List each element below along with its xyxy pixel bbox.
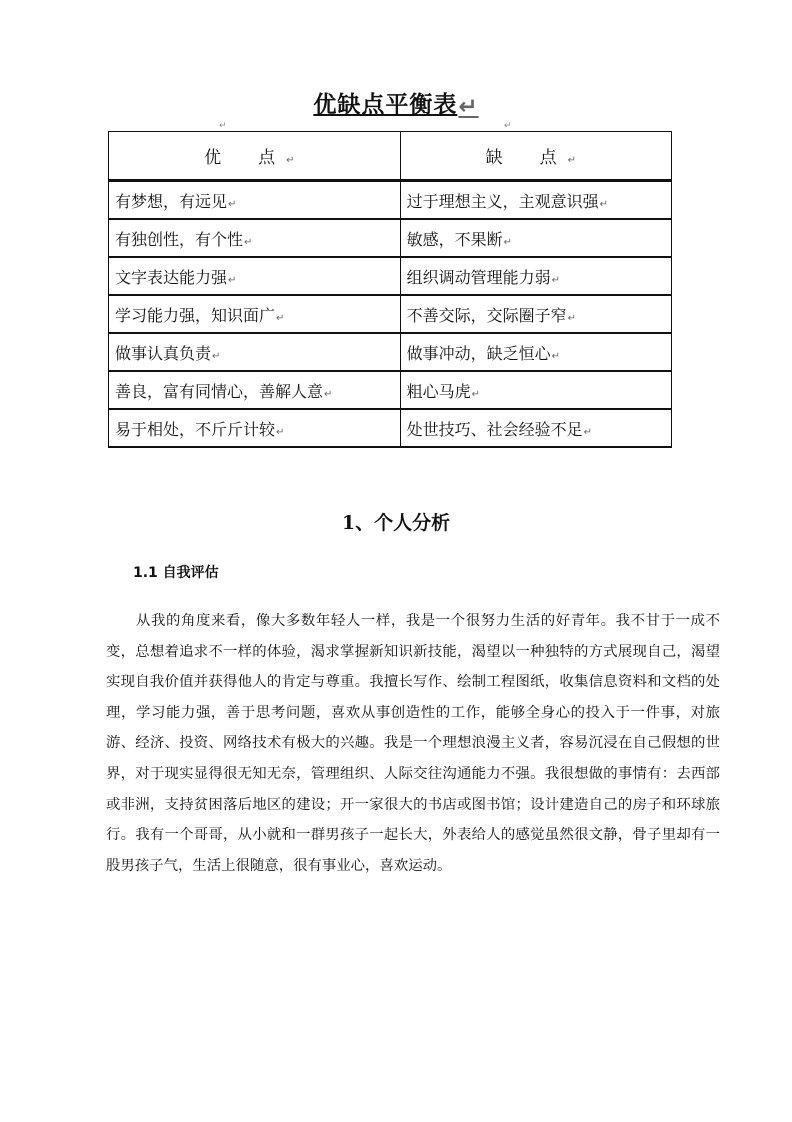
paragraph-mark-icon: ↵ (286, 155, 305, 166)
con-cell: 组织调动管理能力弱↵ (400, 257, 671, 295)
table-row (109, 371, 672, 409)
subsection-heading: 1.1 自我评估 (133, 565, 219, 581)
paragraph-mark-icon: ↵ (599, 198, 609, 210)
pros-cons-table-container (108, 131, 672, 448)
table-row (109, 409, 672, 447)
paragraph-mark-icon: ↵ (503, 236, 513, 248)
paragraph-mark-icon: ↵ (471, 388, 481, 400)
pro-cell: 易于相处，不斤斤计较↵ (109, 409, 401, 447)
pro-cell: 有梦想，有远见↵ (109, 181, 401, 220)
con-cell: 做事冲动，缺乏恒心↵ (400, 333, 671, 371)
self-assessment-paragraph: 从我的角度来看，像大多数年轻人一样，我是一个很努力生活的好青年。我不甘于一成不变，总想着追求不一样的体验，渴求掌握新知识新技能，渴望以一种独特的方式展现自己，渴望实现自我价值并获得他人的肯定与尊重。我擅长写作、绘制工程图纸，收集信息资料和文档的处理，学习能力强，善于思考问题，喜欢从事创造性的工作，能够全身心的投入于一件事，对旅游、经济、投资、网络技术有极大的兴趣。我是一个理想浪漫主义者，容易沉浸在自己假想的世界，对于现实显得很无知无奈，管理组织、人际交往沟通能力不强。我很想做的事情有：去西部或非洲，支持贫困落后地区的建设；开一家很大的书店或图书馆；设计建造自己的房子和环球旅行。我有一个哥哥，从小就和一群男孩子一起长大，外表给人的感觉虽然很文静，骨子里却有一股男孩子气，生活上很随意，很有事业心，喜欢运动。 (106, 613, 720, 874)
paragraph-mark-icon: ↵ (244, 236, 253, 248)
table-row (109, 181, 672, 220)
pro-cell: 做事认真负责↵ (109, 333, 401, 371)
paragraph-mark-icon: ↵ (276, 312, 285, 324)
con-cell: 过于理想主义，主观意识强↵ (400, 181, 671, 220)
con-cell: 粗心马虎↵ (400, 371, 671, 409)
pros-cons-table (108, 131, 672, 448)
paragraph-mark-icon: ↵ (551, 274, 561, 286)
pro-cell: 有独创性，有个性↵ (109, 219, 401, 257)
table-row (109, 257, 672, 295)
con-cell: 处世技巧、社会经验不足↵ (400, 409, 671, 447)
cons-column-header: 缺 点↵ (400, 132, 671, 181)
pro-cell: 学习能力强，知识面广↵ (109, 295, 401, 333)
paragraph-mark-icon: ↵ (583, 426, 593, 438)
paragraph-mark-icon: ↵ (567, 312, 577, 324)
table-row (109, 333, 672, 371)
paragraph-mark-icon: ↵ (504, 121, 512, 131)
section-heading: 1、个人分析 (341, 512, 451, 534)
table-header-row (109, 132, 672, 181)
table-row (109, 295, 672, 333)
pros-column-header: 优 点↵ (109, 132, 401, 181)
con-cell: 不善交际，交际圈子窄↵ (400, 295, 671, 333)
pro-cell: 善良，富有同情心，善解人意↵ (109, 371, 401, 409)
paragraph-mark-icon: ↵ (212, 350, 221, 362)
paragraph-mark-icon: ↵ (219, 121, 227, 131)
paragraph-mark-icon: ↵ (567, 155, 586, 166)
table-title-text: 优缺点平衡表 (313, 92, 458, 118)
paragraph-mark-icon: ↵ (228, 274, 237, 286)
paragraph-mark-icon: ↵ (551, 350, 561, 362)
pro-cell: 文字表达能力强↵ (109, 257, 401, 295)
table-row (109, 219, 672, 257)
paragraph-mark-icon: ↵ (324, 388, 333, 400)
paragraph-mark-icon: ↵ (458, 94, 479, 120)
table-title (0, 86, 792, 120)
paragraph-mark-icon: ↵ (276, 426, 285, 438)
paragraph-mark-icon: ↵ (228, 198, 237, 210)
con-cell: 敏感，不果断↵ (400, 219, 671, 257)
